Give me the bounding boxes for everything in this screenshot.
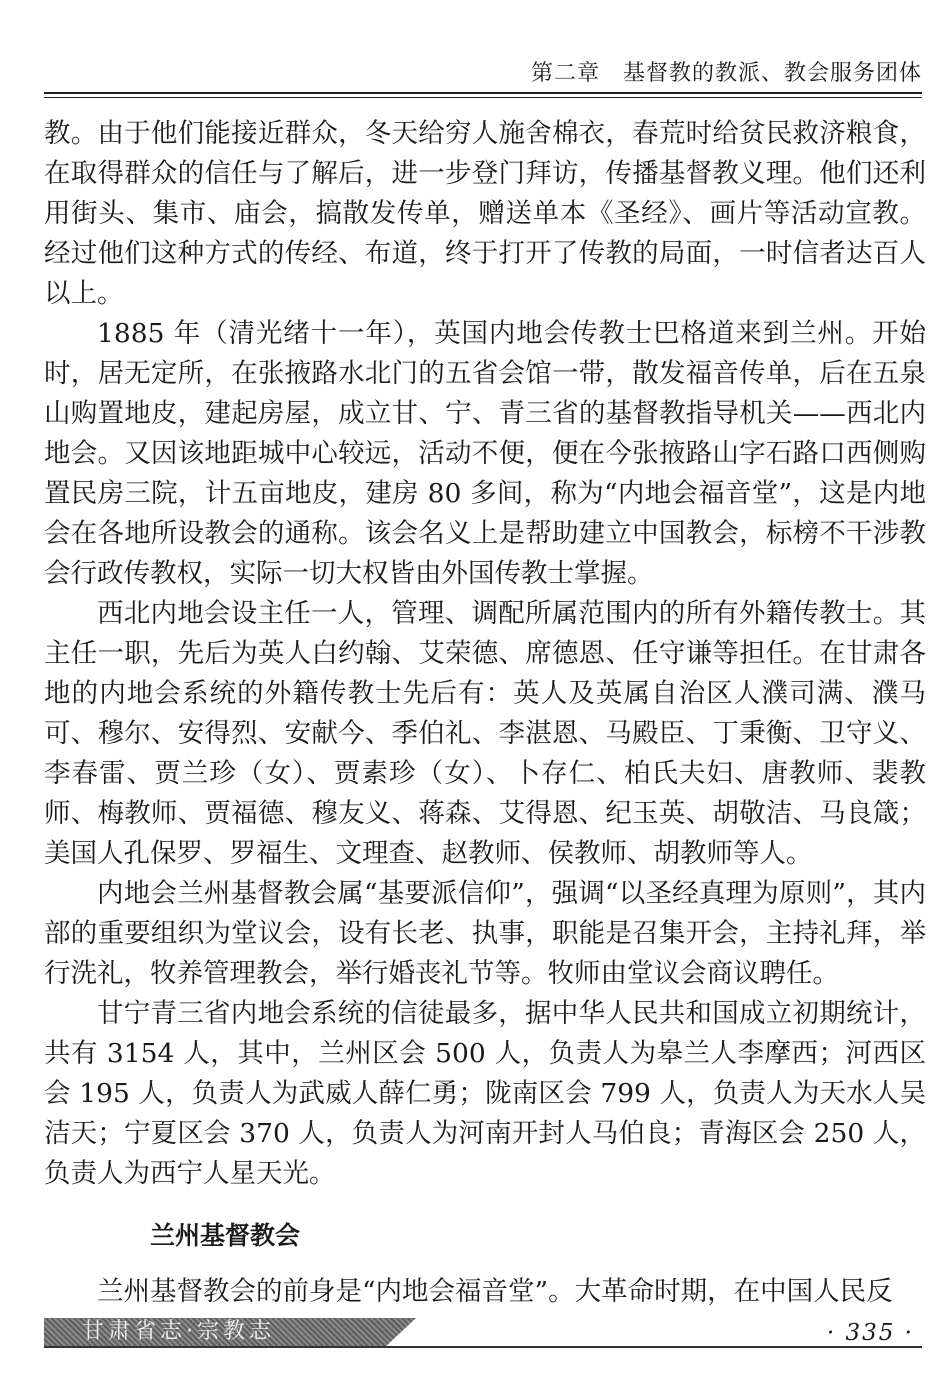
paragraph-continued: 教。由于他们能接近群众，冬天给穷人施舍棉衣，春荒时给贫民救济粮食，在取得群众的信任与了解后，进一步登门拜访，传播基督教义理。他们还利用街头、集市、庙会，搞散发传单，赠送单本《圣经》、画片等活动宣教。经过他们这种方式的传经、布道，终于打开了传教的局面，一时信者达百人以上。	[44, 118, 926, 309]
running-header: 第二章 基督教的教派、教会服务团体	[530, 61, 922, 86]
paragraph: 西北内地会设主任一人，管理、调配所属范围内的所有外籍传教士。其主任一职，先后为英人白约翰、艾荣德、席德恩、任守谦等担任。在甘肃各地的内地会系统的外籍传教士先后有：英人及英属自治区人濮司满、濮马可、穆尔、安得烈、安献今、季伯礼、李湛恩、马殿臣、丁秉衡、卫守义、李春雷、贾兰珍（女）、贾素珍（女）、卜存仁、柏氏夫妇、唐教师、裴教师、梅教师、贾福德、穆友义、蒋森、艾得恩、纪玉英、胡敬洁、马良箴；美国人孔保罗、罗福生、文理查、赵教师、侯教师、胡教师等人。	[44, 598, 926, 869]
header-rule-thin	[44, 97, 922, 98]
header-rule	[44, 92, 922, 94]
paragraph: 内地会兰州基督教会属“基要派信仰”，强调“以圣经真理为原则”，其内部的重要组织为堂议会，设有长老、执事，职能是召集开会，主持礼拜，举行洗礼，牧养管理教会，举行婚丧礼节等。牧师由堂议会商议聘任。	[44, 878, 926, 989]
footer-rule	[44, 1346, 922, 1348]
section-heading: 兰州基督教会	[150, 1221, 301, 1250]
paragraph: 甘宁青三省内地会系统的信徒最多，据中华人民共和国成立初期统计，共有 3154 人，其中，兰州区会 500 人，负责人为皋兰人李摩西；河西区会 195 人，负责人为武威人薛仁勇；陇南区会 799 人，负责人为天水人吴洁天；宁夏区会 370 人，负责人为河南开封人马伯良；青海区会 250 人，负责人为西宁人星天光。	[44, 998, 926, 1189]
paragraph: 1885 年（清光绪十一年），英国内地会传教士巴格道来到兰州。开始时，居无定所，在张掖路水北门的五省会馆一带，散发福音传单，后在五泉山购置地皮，建起房屋，成立甘、宁、青三省的基督教指导机关——西北内地会。又因该地距城中心较远，活动不便，便在今张掖路山字石路口西侧购置民房三院，计五亩地皮，建房 80 多间，称为“内地会福音堂”，这是内地会在各地所设教会的通称。该会名义上是帮助建立中国教会，标榜不干涉教会行政传教权，实际一切大权皆由外国传教士掌握。	[44, 318, 926, 589]
page-number: · 335 ·	[826, 1320, 914, 1346]
paragraph: 兰州基督教会的前身是“内地会福音堂”。大革命时期，在中国人民反	[97, 1276, 893, 1307]
body-text	[44, 114, 926, 1312]
footer-book-title: 甘肃省志·宗教志	[82, 1319, 275, 1344]
